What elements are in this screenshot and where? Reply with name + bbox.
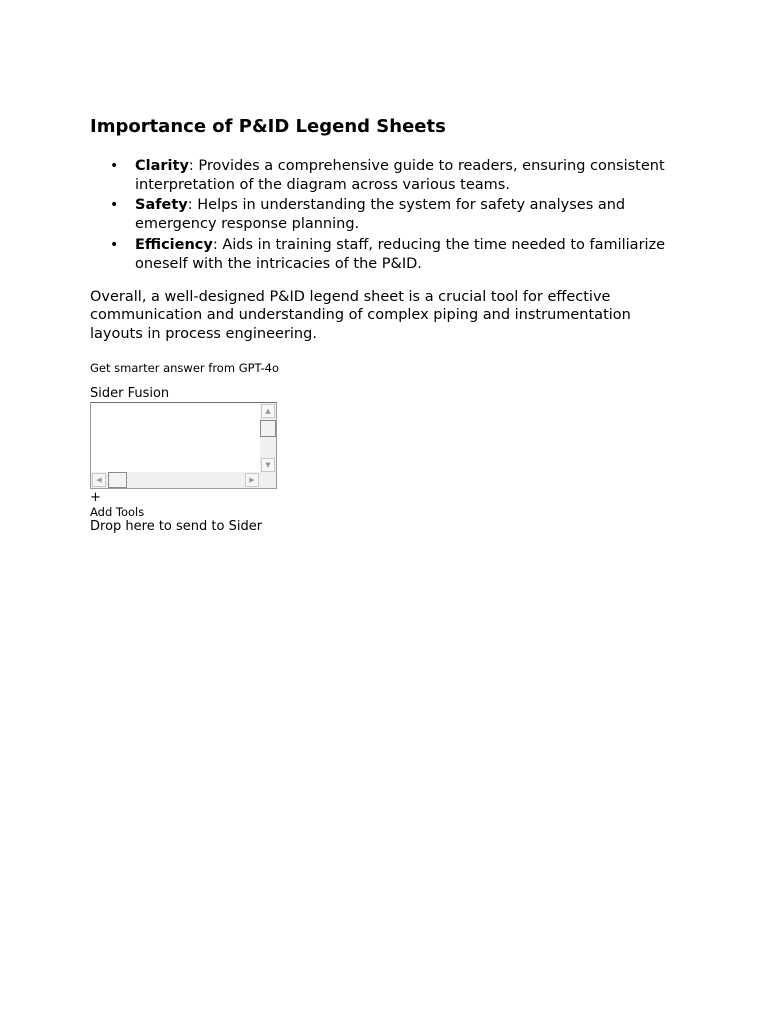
list-item-text: : Helps in understanding the system for safety analyses and emergency response planning.	[135, 197, 626, 232]
list-item	[90, 196, 670, 233]
scroll-left-icon[interactable]: ◀	[92, 473, 106, 487]
bullet-icon: •	[110, 158, 119, 174]
horizontal-scrollbar[interactable]	[91, 472, 260, 488]
horizontal-scroll-thumb[interactable]	[108, 472, 127, 488]
list-item-text: : Provides a comprehensive guide to readers, ensuring consistent interpretation of the diagram across various teams.	[135, 158, 665, 193]
bullet-icon: •	[110, 237, 119, 253]
benefits-list	[90, 157, 670, 275]
drop-zone-hint[interactable]: Drop here to send to Sider	[90, 519, 263, 534]
smarter-answer-link[interactable]: Get smarter answer from GPT-4o	[90, 361, 280, 375]
list-item-term: Safety	[135, 197, 188, 213]
scrollbar-corner	[260, 472, 276, 488]
bullet-icon: •	[110, 197, 119, 213]
page-title: Importance of P&ID Legend Sheets	[90, 116, 446, 137]
add-tools-button[interactable]: Add Tools	[90, 505, 145, 519]
sider-textarea[interactable]	[90, 402, 277, 489]
scroll-right-icon[interactable]: ▶	[245, 473, 259, 487]
vertical-scrollbar[interactable]	[260, 403, 276, 473]
scroll-up-icon[interactable]: ▲	[261, 404, 275, 418]
vertical-scroll-thumb[interactable]	[260, 420, 276, 437]
plus-button[interactable]: +	[90, 490, 101, 505]
list-item-term: Efficiency	[135, 237, 213, 253]
summary-paragraph: Overall, a well-designed P&ID legend sheet is a crucial tool for effective communication and understanding of complex piping and instrumentation layouts in process engineering.	[90, 289, 631, 342]
list-item	[90, 157, 670, 194]
sider-fusion-label: Sider Fusion	[90, 386, 170, 401]
list-item	[90, 236, 670, 273]
list-item-term: Clarity	[135, 158, 189, 174]
list-item-text: : Aids in training staff, reducing the time needed to familiarize oneself with the intricacies of the P&ID.	[135, 237, 666, 272]
scroll-down-icon[interactable]: ▼	[261, 458, 275, 472]
